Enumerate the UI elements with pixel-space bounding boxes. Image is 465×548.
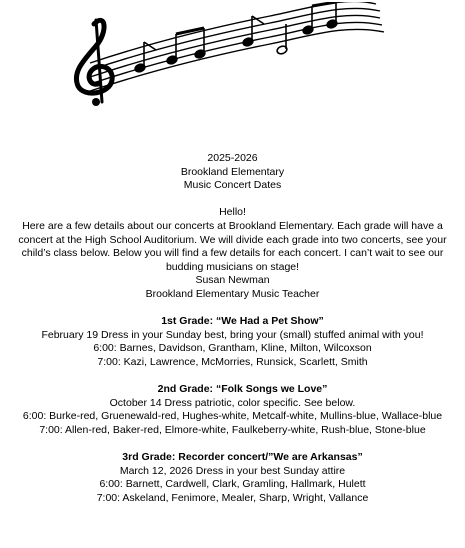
intro-line: budding musicians on stage! [165,260,300,273]
concert-title-1st-grade: 1st Grade: “We Had a Pet Show” [161,315,324,328]
school-year: 2025-2026 [207,152,258,164]
signature-name: Susan Newman [195,274,270,287]
concert-details: February 19 Dress in your Sunday best, bring your (small) stuffed animal with you! [41,328,424,341]
concert-title-3rd-grade: 3rd Grade: Recorder concert/”We are Arkansas” [122,451,363,464]
concert-slot: 6:00: Barnes, Davidson, Grantham, Kline, Milton, Wilcoxson [93,342,372,355]
concert-details: March 12, 2026 Dress in your best Sunday attire [119,464,346,477]
music-staff [90,2,384,91]
concert-slot: 7:00: Allen-red, Baker-red, Elmore-white, Faulkeberry-white, Rush-blue, Stone-blue [39,423,426,436]
intro-line: concert at the High School Auditorium. We will divide each grade into two concerts, see your [18,233,447,246]
concert-details: October 14 Dress patriotic, color specific. See below. [109,396,356,409]
concert-slot: 7:00: Kazi, Lawrence, McMorries, Runsick, Scarlett, Smith [97,355,368,368]
greeting: Hello! [219,206,246,219]
music-notes-logo [60,2,390,108]
signature-title: Brookland Elementary Music Teacher [145,287,320,300]
concert-title-2nd-grade: 2nd Grade: “Folk Songs we Love” [157,383,328,396]
intro-line: Here are a few details about our concerts at Brookland Elementary. Each grade will have a [22,219,443,232]
concert-slot: 6:00: Burke-red, Gruenewald-red, Hughes-white, Metcalf-white, Mullins-blue, Wallace-blue [22,410,443,423]
school-name: Brookland Elementary [180,165,285,178]
concert-document [0,152,465,505]
intro-line: child’s class below. Below you will find a few details for each concert. I can’t wait to see our [21,247,444,260]
concert-slot: 6:00: Barnett, Cardwell, Clark, Gramling, Hallmark, Hulett [99,478,366,491]
document-subtitle: Music Concert Dates [183,179,282,192]
treble-clef-icon [76,20,112,106]
concert-slot: 7:00: Askeland, Fenimore, Mealer, Sharp, Wright, Vallance [96,491,369,504]
